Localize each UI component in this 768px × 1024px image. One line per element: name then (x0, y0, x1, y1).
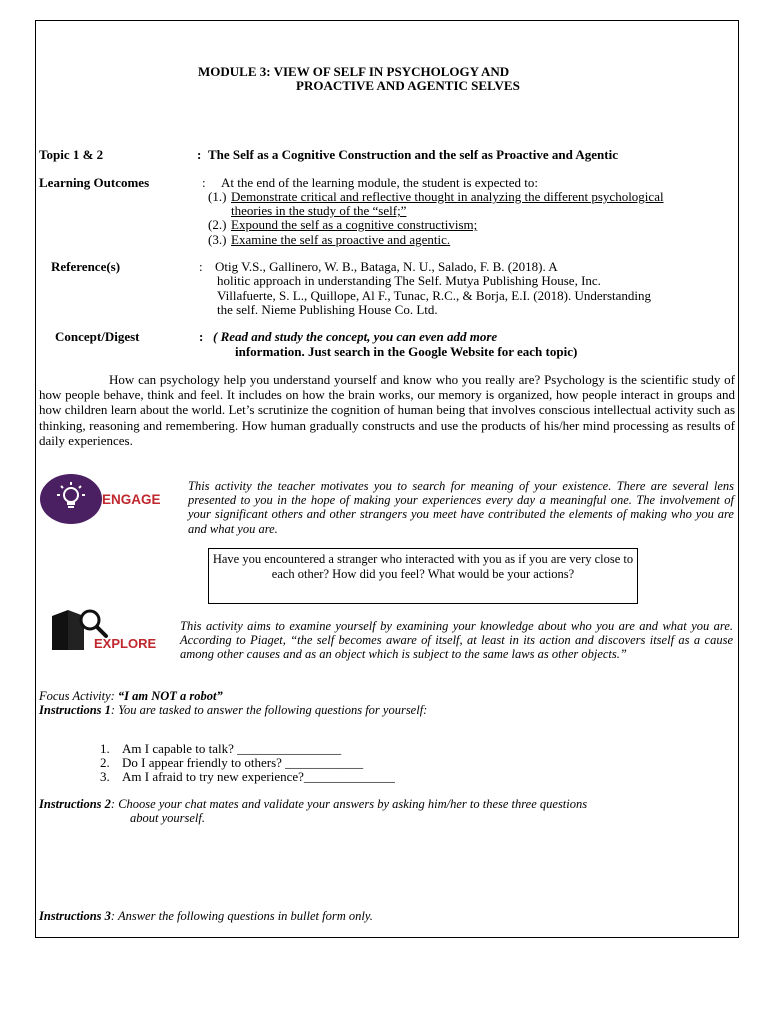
focus-activity-title: “I am NOT a robot” (117, 689, 223, 703)
outcome-1-text: Demonstrate critical and reflective thought in analyzing the different psychological (231, 189, 664, 204)
question-3-number: 3. (100, 769, 110, 784)
question-2-number: 2. (100, 755, 110, 770)
explore-label: EXPLORE (94, 636, 157, 651)
topic-label: Topic 1 & 2 (39, 147, 104, 162)
engage-badge (40, 474, 102, 524)
outcome-2-number: (2.) (208, 217, 227, 232)
instructions-3-text: : Answer the following questions in bullet form only. (110, 909, 373, 923)
references-label: Reference(s) (51, 259, 121, 274)
concept-line-2: information. Just search in the Google Website for each topic) (235, 344, 578, 359)
engage-question-box (208, 548, 638, 604)
instructions-1-text: : You are tasked to answer the following questions for yourself: (110, 703, 428, 717)
learning-outcomes-colon: : (202, 175, 206, 190)
instructions-3-label: Instructions 3 (39, 909, 111, 923)
question-3-text: Am I afraid to try new experience?______________ (122, 769, 395, 784)
outcome-1-number: (1.) (208, 189, 227, 204)
outcome-3-number: (3.) (208, 232, 227, 247)
instructions-2-text-cont: about yourself. (130, 811, 205, 825)
instructions-2 (39, 797, 587, 812)
instructions-1 (39, 703, 427, 718)
reference-line-2: holitic approach in understanding The Self. Mutya Publishing House, Inc. (217, 273, 601, 288)
concept-colon: : (199, 329, 204, 344)
explore-description: This activity aims to examine yourself by examining your knowledge about who you are and what you are. According to Piaget, “the self becomes aware of itself, at least in its action and discovers itself as a cause among other causes and as an object which is subject to the same laws as other objects.” (180, 619, 733, 662)
engage-description: This activity the teacher motivates you to search for meaning of your existence. There are several lens presented to you in the hope of making your experiences every day a meaningful one. The involvement of your significant others and other strangers you meet have contributed the elements of making who you are and what you are. (188, 479, 734, 536)
reference-line-1: Otig V.S., Gallinero, W. B., Bataga, N. U., Salado, F. B. (2018). A (215, 259, 558, 274)
concept-label: Concept/Digest (55, 329, 140, 344)
intro-paragraph: How can psychology help you understand yourself and know who you really are? Psychology is the scientific study of how people behave, think and feel. It includes on how the brain works, our memory is organized, how people interact in groups and how children learn about the world. Let’s scrutinize the cognition of human being that involves conscious intellectual activity such as thinking, reasoning and remembering. How human gradually constructs and use the products of his/her mind processing as results of daily experiences. (39, 372, 735, 448)
learning-outcomes-label: Learning Outcomes (39, 175, 150, 190)
reference-line-3: Villafuerte, S. L., Quillope, Al F., Tunac, R.C., & Borja, E.I. (2018). Understanding (217, 288, 652, 303)
outcome-1-text-cont: theories in the study of the “self;” (231, 203, 407, 218)
question-1-text: Am I capable to talk? ________________ (122, 741, 342, 756)
topic-value: The Self as a Cognitive Construction and the self as Proactive and Agentic (208, 147, 618, 162)
engage-label: ENGAGE (102, 492, 161, 507)
focus-activity (39, 689, 223, 704)
question-1-number: 1. (100, 741, 110, 756)
topic-colon: : (197, 147, 202, 162)
instructions-3 (39, 909, 373, 924)
reference-line-4: the self. Nieme Publishing House Co. Ltd. (217, 302, 438, 317)
instructions-2-label: Instructions 2 (39, 797, 111, 811)
engage-question: Have you encountered a stranger who interacted with you as if you are very close to each other? How did you feel? What would be your actions? (212, 552, 634, 581)
focus-activity-label: Focus Activity: (39, 689, 118, 703)
lightbulb-icon (40, 474, 102, 524)
question-2-text: Do I appear friendly to others? ____________ (122, 755, 364, 770)
outcome-2-text: Expound the self as a cognitive constructivism; (231, 217, 478, 232)
outcome-3-text: Examine the self as proactive and agentic. (231, 232, 451, 247)
module-title-line2: PROACTIVE AND AGENTIC SELVES (296, 78, 520, 93)
learning-outcomes-intro: At the end of the learning module, the student is expected to: (221, 175, 538, 190)
module-title-line1: MODULE 3: VIEW OF SELF IN PSYCHOLOGY AND (198, 64, 510, 79)
references-colon: : (199, 259, 203, 274)
concept-line-1: ( Read and study the concept, you can even add more (213, 329, 498, 344)
instructions-1-label: Instructions 1 (39, 703, 111, 717)
instructions-2-text: : Choose your chat mates and validate your answers by asking him/her to these three questions (110, 797, 588, 811)
